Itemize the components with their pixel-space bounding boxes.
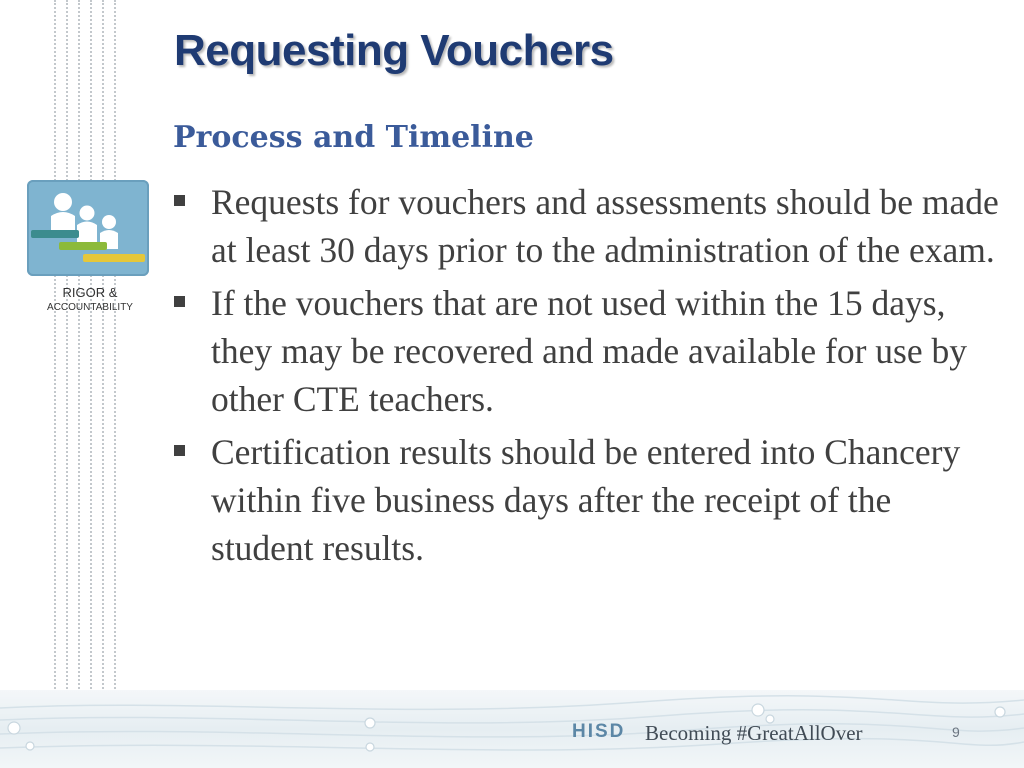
footer-decoration: [0, 690, 1024, 768]
page-number: 9: [952, 724, 960, 740]
decorative-dotted-lines: [50, 0, 130, 700]
section-subtitle: Process and Timeline: [173, 120, 534, 155]
bullet-item: [172, 279, 1002, 423]
badge-label-line2: ACCOUNTABILITY: [47, 302, 133, 313]
bullet-text: If the vouchers that are not used within the 15 days, they may be recovered and made available for use by other CTE teachers.: [211, 283, 968, 419]
hisd-logo-text: HISD: [572, 721, 626, 742]
slide-title: Requesting Vouchers: [174, 26, 614, 75]
bullet-text: Requests for vouchers and assessments should be made at least 30 days prior to the administration of the exam.: [211, 182, 999, 270]
footer-tagline: Becoming #GreatAllOver: [645, 721, 863, 745]
bullet-item: [172, 178, 1002, 274]
square-bullet-icon: [174, 296, 185, 307]
classroom-icon: [27, 180, 149, 276]
badge-label: [20, 284, 160, 315]
classroom-icon-graphic: [27, 180, 149, 276]
badge-label-line1: RIGOR &: [62, 285, 118, 300]
square-bullet-icon: [174, 195, 185, 206]
bullet-item: [172, 428, 1002, 572]
bullet-list: [172, 178, 1002, 577]
bullet-text: Certification results should be entered into Chancery within five business days after the receipt of the student results.: [211, 432, 961, 568]
hisd-logo: [572, 721, 625, 743]
square-bullet-icon: [174, 445, 185, 456]
